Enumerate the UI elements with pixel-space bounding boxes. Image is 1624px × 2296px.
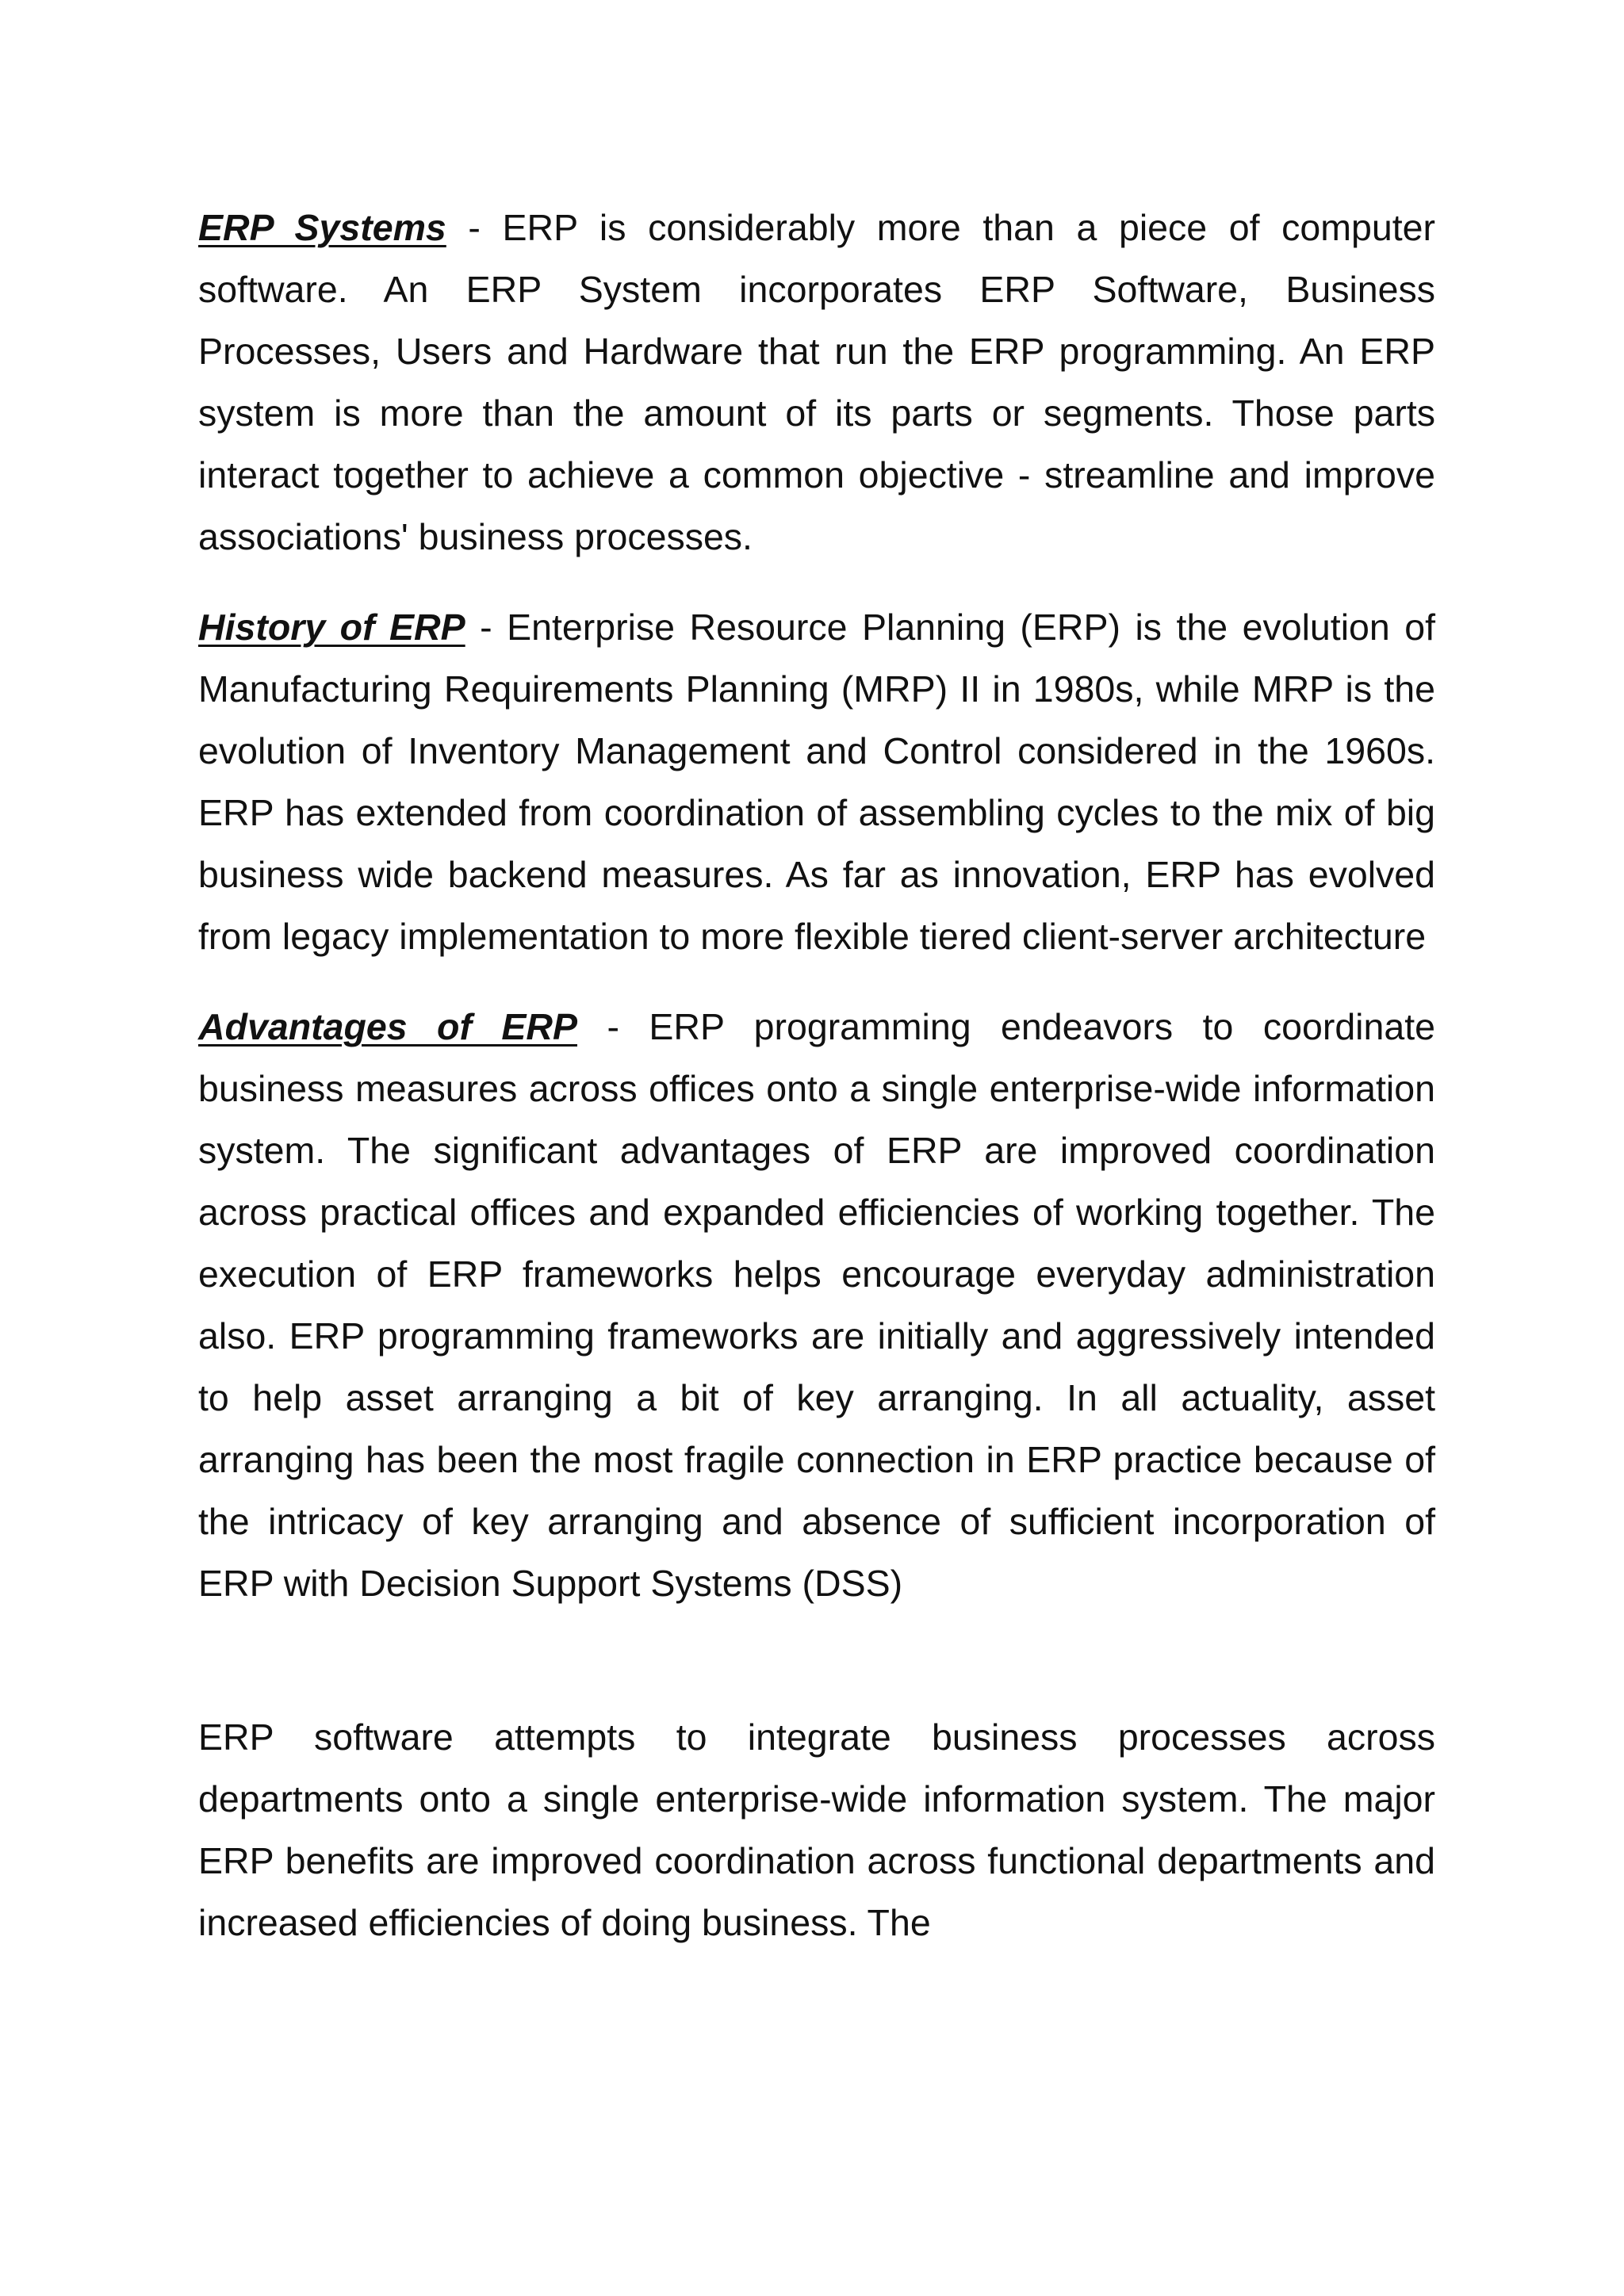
heading-separator: - (465, 607, 508, 648)
paragraph-history-of-erp (198, 596, 1435, 967)
paragraph-body: Enterprise Resource Planning (ERP) is the evolution of Manufacturing Requirements Planning (MRP) II in 1980s, while MRP is the evolution of Inventory Management and Control considered in the 1960s. ERP has extended from coordination of assembling cycles to the mix of big business wide backend measures. As far as innovation, ERP has evolved from legacy implementation to more flexible tiered client-server architecture (198, 607, 1436, 957)
heading-separator: - (577, 1006, 649, 1047)
paragraph-body: ERP is considerably more than a piece of computer software. An ERP System incorporates ERP Software, Business Processes, Users and Hardware that run the ERP programming. An ERP system is more than the amount of its parts or segments. Those parts interact together to achieve a common objective - streamline and improve associations' business processes. (198, 207, 1435, 557)
paragraph-advantages-of-erp (198, 996, 1435, 1614)
paragraph-body: ERP programming endeavors to coordinate business measures across offices onto a single enterprise-wide information system. The significant advantages of ERP are improved coordination across practical offices and expanded efficiencies of working together. The execution of ERP frameworks helps encourage everyday administration also. ERP programming frameworks are initially and aggressively intended to help asset arranging a bit of key arranging. In all actuality, asset arranging has been the most fragile connection in ERP practice because of the intricacy of key arranging and absence of sufficient incorporation of ERP with Decision Support Systems (DSS) (198, 1006, 1436, 1604)
heading-separator: - (446, 207, 503, 248)
heading-advantages-of-erp: Advantages of ERP (198, 1006, 577, 1047)
paragraph-erp-systems (198, 197, 1435, 568)
paragraph-erp-software: ERP software attempts to integrate business processes across departments onto a single enterprise-wide information system. The major ERP benefits are improved coordination across functional departments and increased efficiencies of doing business. The (198, 1716, 1435, 1943)
heading-erp-systems: ERP Systems (198, 207, 446, 248)
heading-history-of-erp: History of ERP (198, 607, 465, 648)
document-page (198, 197, 1435, 1982)
